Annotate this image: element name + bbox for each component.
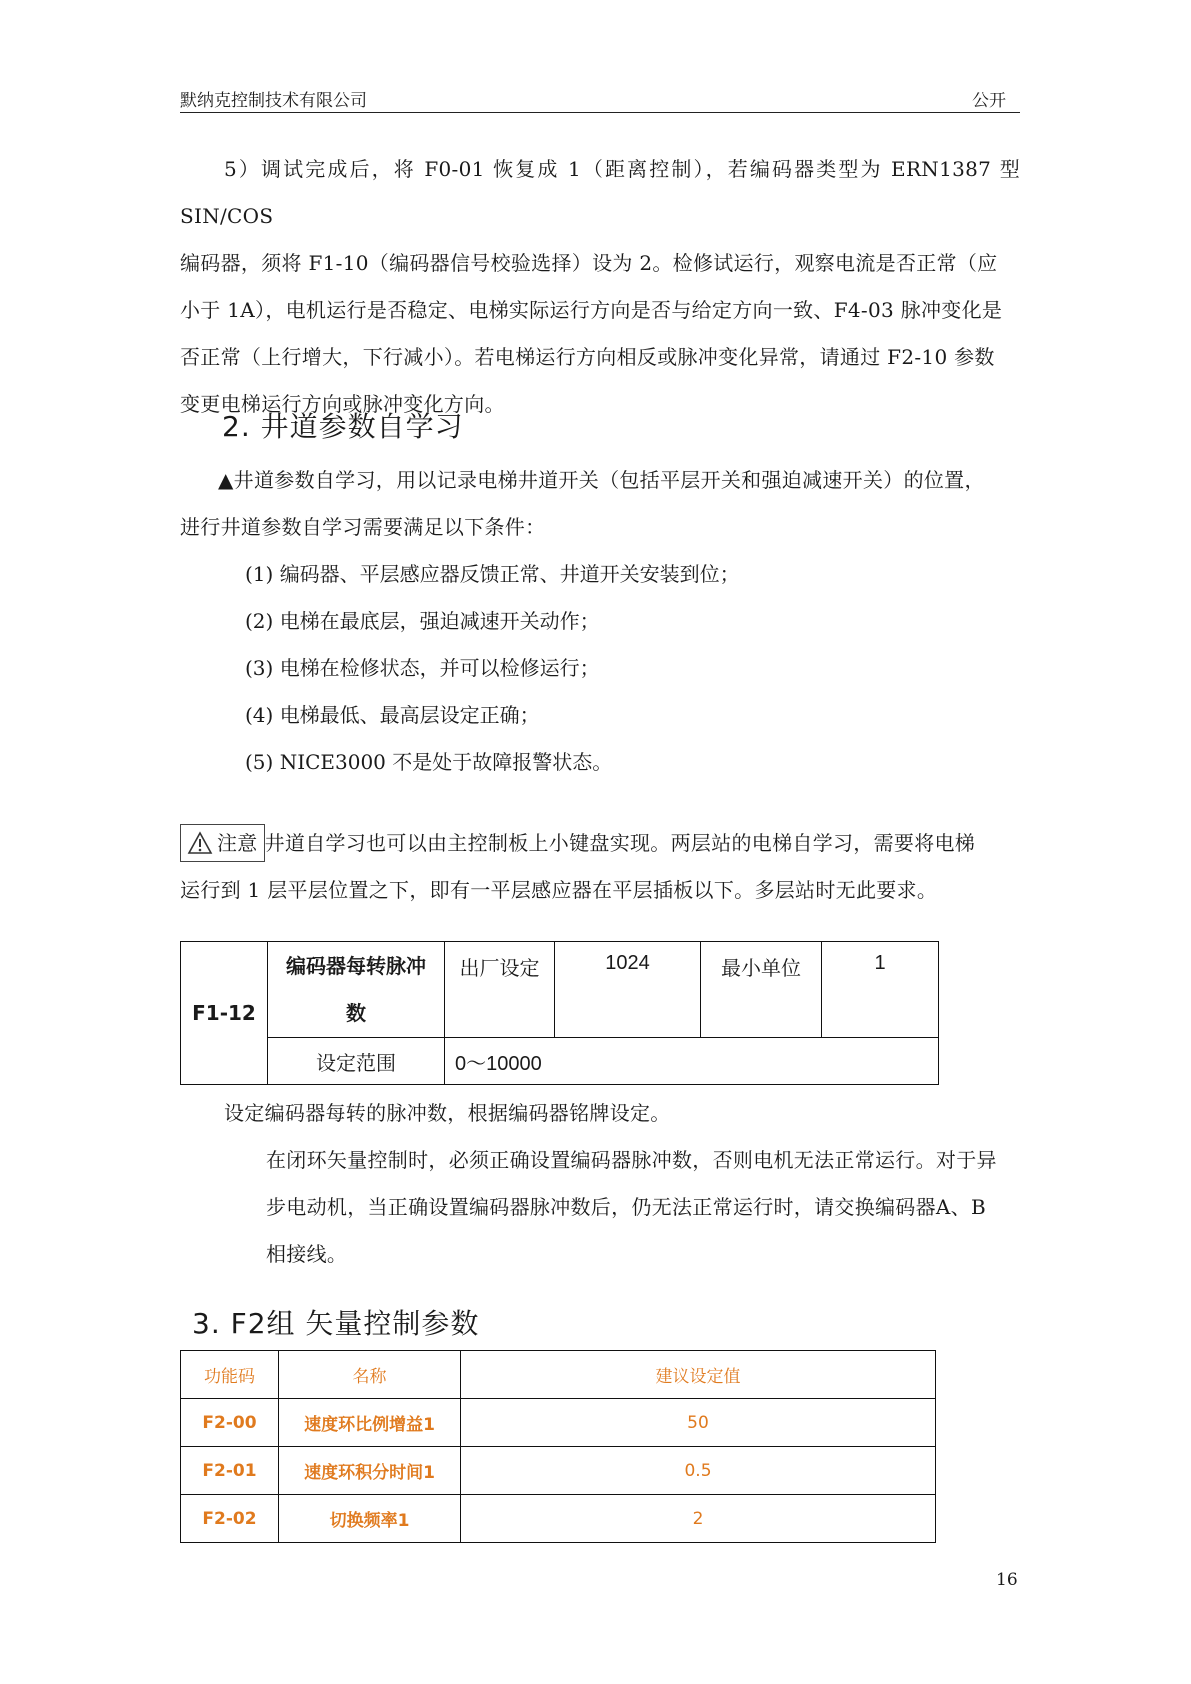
intro-line: 进行井道参数自学习需要满足以下条件：	[180, 515, 546, 539]
company-name: 默纳克控制技术有限公司	[180, 91, 367, 111]
factory-label: 出厂设定	[445, 942, 555, 1038]
param-code: F1-12	[181, 942, 268, 1085]
value-cell: 0.5	[461, 1447, 936, 1495]
condition-item: (2) 电梯在最底层，强迫减速开关动作；	[245, 609, 600, 633]
notice-text: 井道自学习也可以由主控制板上小键盘实现。两层站的电梯自学习，需要将电梯	[264, 831, 976, 855]
page-header	[180, 84, 1020, 113]
note-line: 相接线。	[266, 1242, 348, 1266]
table-row	[181, 1399, 936, 1447]
table-row	[181, 1495, 936, 1543]
min-unit-value: 1	[822, 942, 939, 1038]
debug-paragraph	[180, 146, 1020, 428]
note-line: 在闭环矢量控制时，必须正确设置编码器脉冲数，否则电机无法正常运行。对于异	[266, 1148, 997, 1172]
param-name-line: 编码器每转脉冲	[286, 953, 426, 978]
param-description: 设定编码器每转的脉冲数，根据编码器铭牌设定。	[224, 1101, 671, 1125]
name-cell: 速度环积分时间1	[279, 1447, 461, 1495]
para-line: 否正常（上行增大，下行减小）。若电梯运行方向相反或脉冲变化异常，请通过 F2-10 参数	[180, 345, 995, 369]
page-number: 16	[996, 1570, 1018, 1590]
param-note	[266, 1137, 1020, 1278]
name-cell: 切换频率1	[279, 1495, 461, 1543]
code-cell: F2-01	[181, 1447, 279, 1495]
value-cell: 50	[461, 1399, 936, 1447]
para-line: 小于 1A），电机运行是否稳定、电梯实际运行方向是否与给定方向一致、F4-03 脉冲变化是	[180, 298, 1003, 322]
range-label: 设定范围	[268, 1038, 445, 1085]
section-heading-2: 2. 井道参数自学习	[222, 410, 464, 443]
notice-line-2: 运行到 1 层平层位置之下，即有一平层感应器在平层插板以下。多层站时无此要求。	[180, 878, 938, 902]
condition-item: (4) 电梯最低、最高层设定正确；	[245, 703, 540, 727]
table-row	[181, 1447, 936, 1495]
notice-badge	[180, 824, 265, 862]
intro-line: ▲井道参数自学习，用以记录电梯井道开关（包括平层开关和强迫减速开关）的位置，	[218, 468, 985, 492]
table-header-row	[181, 1351, 936, 1399]
factory-value: 1024	[555, 942, 701, 1038]
warning-triangle-icon	[187, 831, 213, 855]
code-cell: F2-00	[181, 1399, 279, 1447]
condition-item: (5) NICE3000 不是处于故障报警状态。	[245, 750, 613, 774]
condition-item: (1) 编码器、平层感应器反馈正常、井道开关安装到位；	[245, 562, 740, 586]
notice-block	[180, 820, 1020, 914]
param-name	[268, 942, 445, 1038]
value-cell: 2	[461, 1495, 936, 1543]
section-heading-3: 3. F2组 矢量控制参数	[192, 1307, 480, 1340]
note-line: 步电动机，当正确设置编码器脉冲数后，仍无法正常运行时，请交换编码器A、B	[266, 1195, 986, 1219]
notice-label: 注意	[217, 831, 258, 855]
header-cell: 功能码	[181, 1351, 279, 1399]
section2-intro	[180, 457, 1020, 551]
range-value: 0～10000	[445, 1038, 939, 1085]
code-cell: F2-02	[181, 1495, 279, 1543]
para-line: 变更电梯运行方向或脉冲变化方向。	[180, 392, 505, 416]
condition-item: (3) 电梯在检修状态，并可以检修运行；	[245, 656, 600, 680]
param-table-f1-12	[180, 941, 939, 1085]
name-cell: 速度环比例增益1	[279, 1399, 461, 1447]
f2-parameter-table	[180, 1350, 936, 1543]
para-line: 编码器，须将 F1-10（编码器信号校验选择）设为 2。检修试运行，观察电流是否正常（应	[180, 251, 998, 275]
param-name-line: 数	[346, 1000, 366, 1025]
header-cell: 建议设定值	[461, 1351, 936, 1399]
classification-label: 公开	[972, 91, 1006, 111]
header-cell: 名称	[279, 1351, 461, 1399]
notice-line-1	[180, 820, 1020, 867]
para-line: 5）调试完成后，将 F0-01 恢复成 1（距离控制），若编码器类型为 ERN1387 型 SIN/COS	[180, 157, 1020, 228]
min-unit-label: 最小单位	[701, 942, 822, 1038]
